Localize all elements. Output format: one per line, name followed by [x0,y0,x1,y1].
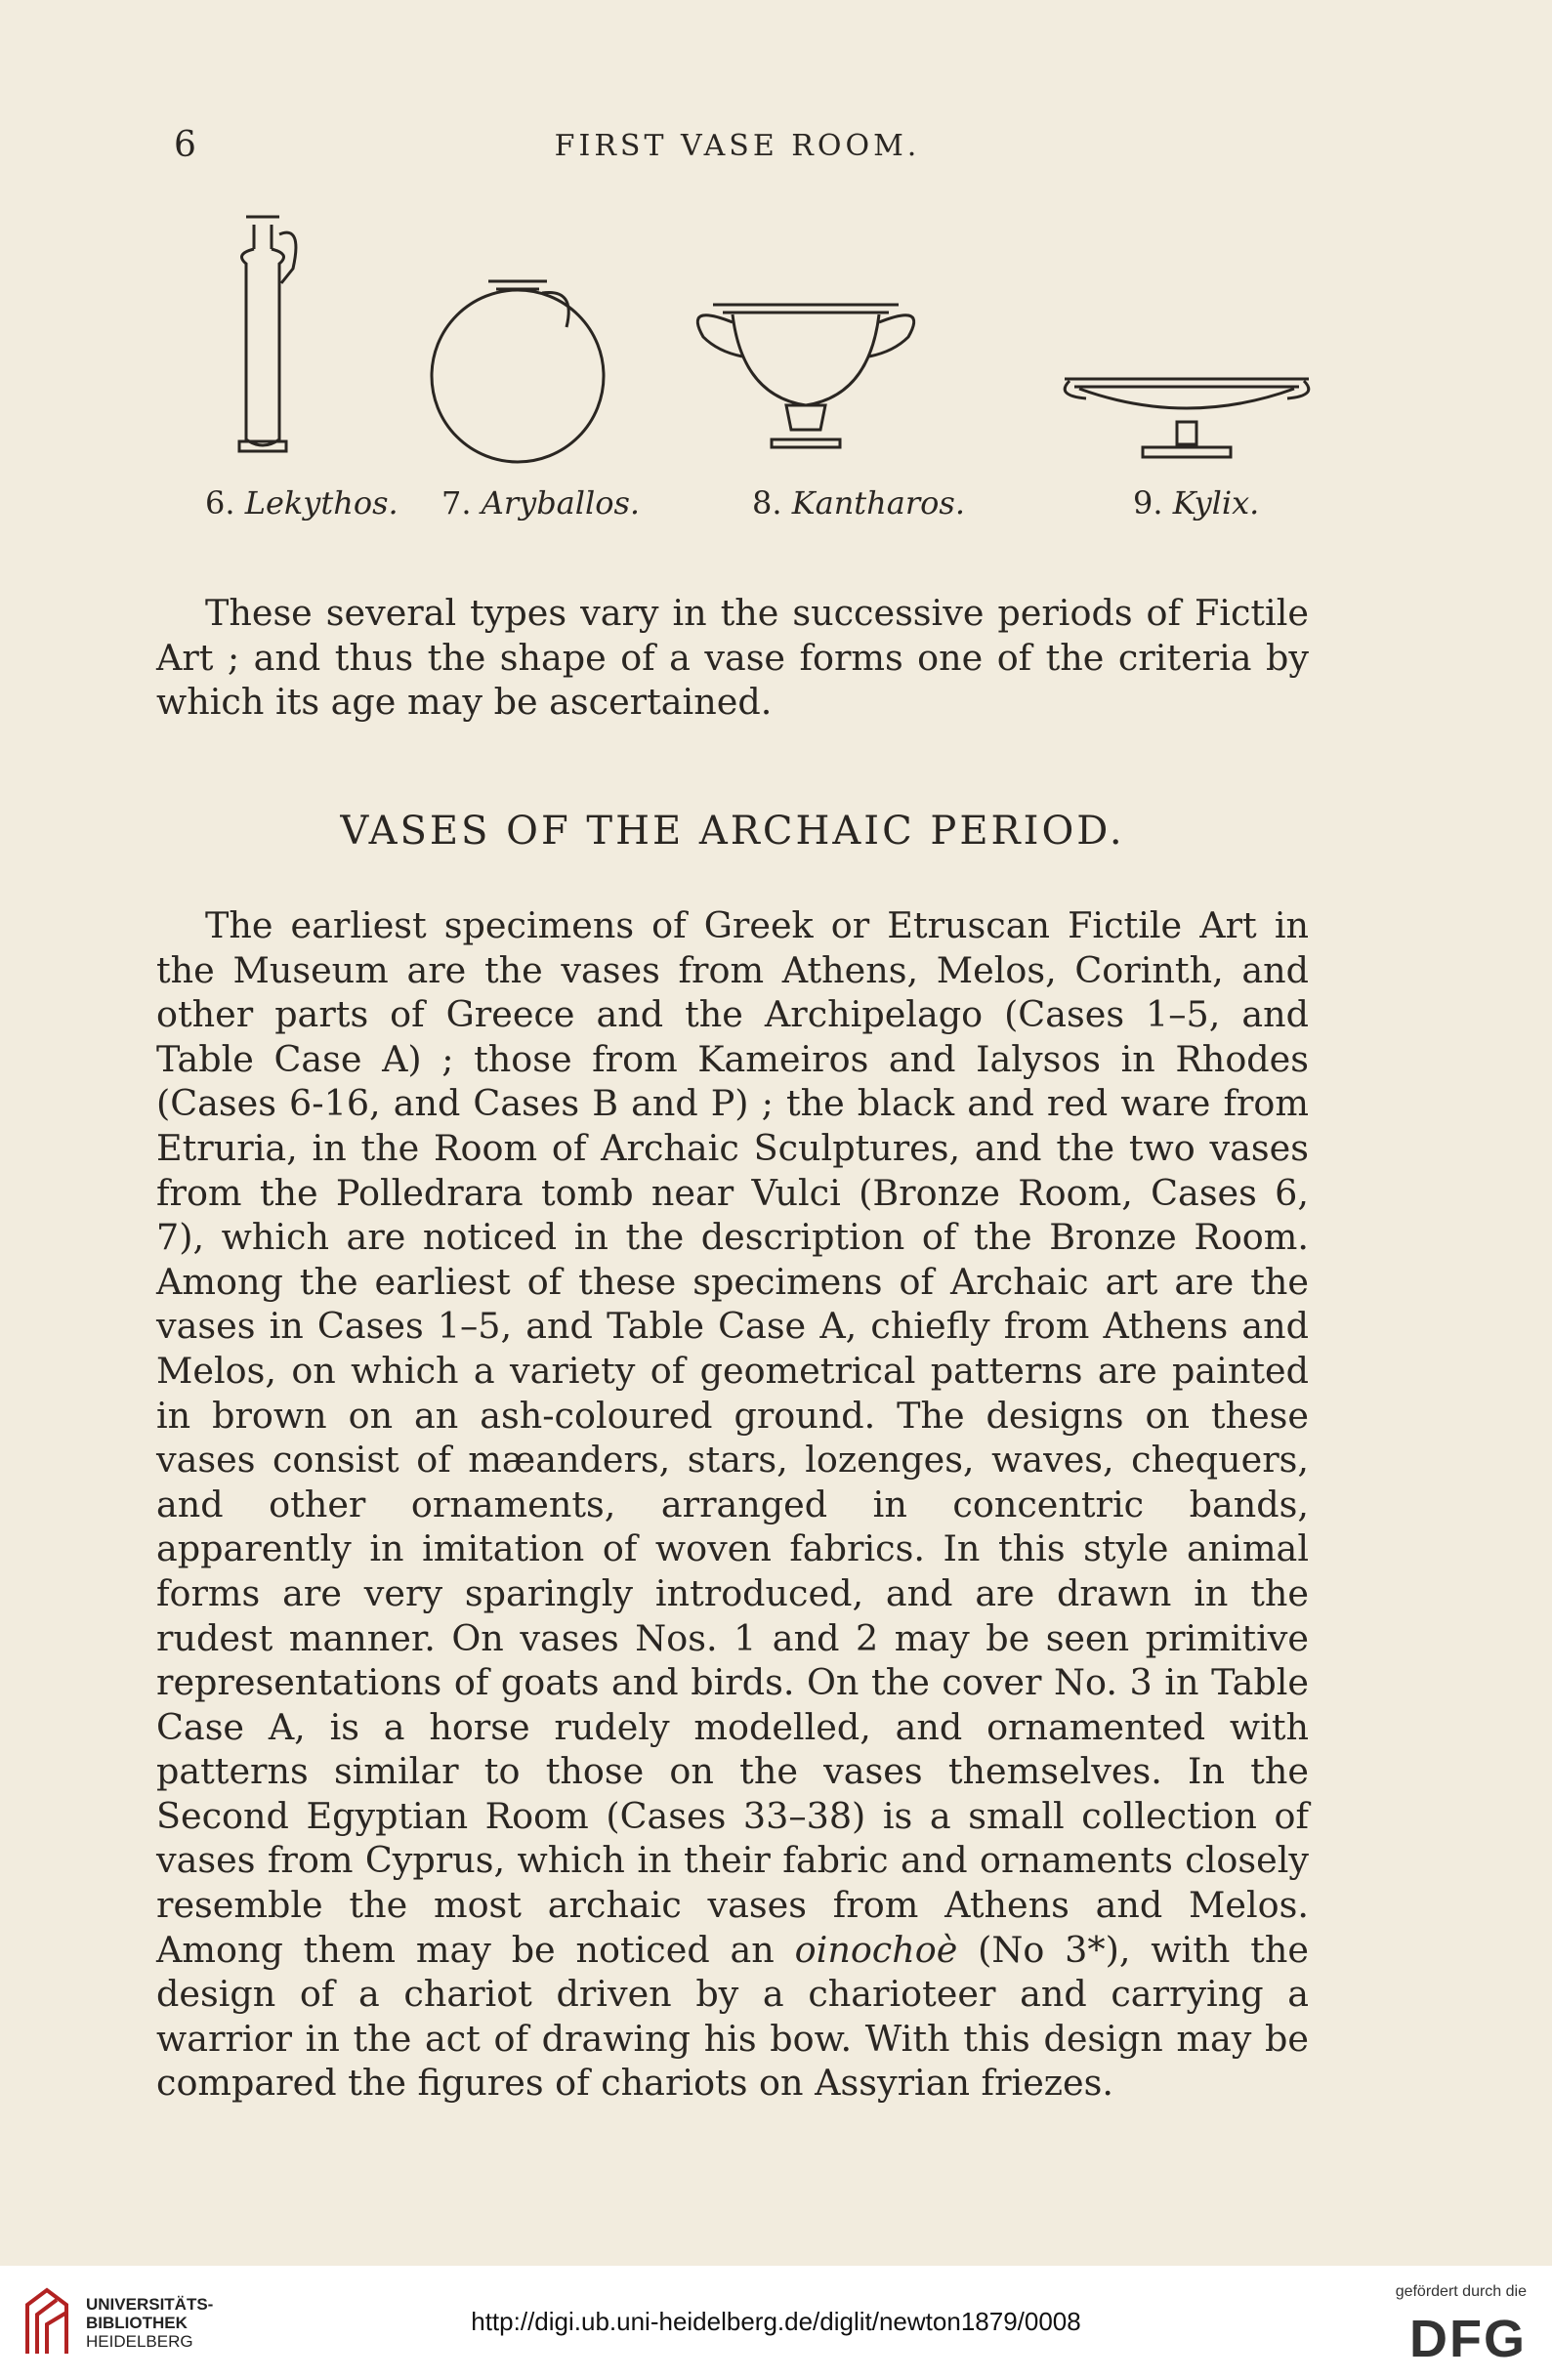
section-heading: VASES OF THE ARCHAIC PERIOD. [340,809,1125,854]
caption-number: 8. [752,484,782,522]
digitization-footer [0,2266,1552,2380]
caption-number: 9. [1133,484,1163,522]
caption-name: Kylix. [1172,484,1260,522]
caption-number: 7. [441,484,472,522]
intro-text: These several types vary in the successive periods of Fictile Art ; and thus the shape of a vase forms one of the criteria by which its age may be ascertained. [156,592,1309,724]
caption-aryballos [441,484,640,522]
body-text-tail: (No 3*), with the design of a chariot driven by a charioteer and carrying a warrior in the act of drawing his bow. With this design may be compared the figures of chariots on Assyrian friezes. [156,1928,1309,2105]
vase-figure [156,195,1319,547]
dfg-logo: DFG [1409,2310,1527,2368]
body-text [156,903,1309,2106]
funded-by-label: gefördert durch die [1395,2283,1527,2300]
caption-number: 6. [205,484,235,522]
caption-name: Kantharos. [791,484,965,522]
lekythos-vase-icon [239,217,296,451]
caption-lekythos [205,484,398,522]
body-paragraph [156,903,1309,2106]
library-name-line1: UNIVERSITÄTS- [86,2295,214,2314]
kantharos-vase-icon [697,305,913,447]
intro-paragraph [156,591,1309,725]
body-italic-term: oinochoè [794,1928,958,1971]
caption-kantharos [752,484,965,522]
library-name-line3: HEIDELBERG [86,2332,193,2351]
library-name-line2: BIBLIOTHEK [86,2314,188,2332]
caption-name: Aryballos. [481,484,641,522]
caption-name: Lekythos. [244,484,398,522]
caption-kylix [1133,484,1259,522]
running-title: FIRST VASE ROOM. [554,129,921,163]
running-head [156,125,1319,174]
aryballos-vase-icon [432,281,604,462]
page-number: 6 [174,125,196,165]
body-text-main: The earliest specimens of Greek or Etruscan Fictile Art in the Museum are the vases from Athens, Melos, Corinth, and other parts of Greece and the Archipelago (Cases 1–5, and Table Case A) ; those from Kameiros and Ialysos in Rhodes (Cases 6-16, and Cases B and P) ; the black and red ware from Etruria, in the Room of Archaic Sculptures, and the two vases from the Polledrara tomb near Vulci (Bronze Room, Cases 6, 7), which are noticed in the description of the Bronze Room. Among the earliest of these specimens of Archaic art are the vases in Cases 1–5, and Table Case A, chiefly from Athens and Melos, on which a variety of geometrical patterns are painted in brown on an ash-coloured ground. The designs on these vases consist of mæanders, stars, lozenges, waves, chequers, and other ornaments, arranged in concentric bands, apparently in imitation of woven fabrics. In this style animal forms are very sparingly introduced, and are drawn in the rudest manner. On vases Nos. 1 and 2 may be seen primitive representations of goats and birds. On the cover No. 3 in Table Case A, is a horse rudely modelled, and ornamented with patterns similar to those on the vases themselves. In the Second Egyptian Room (Cases 33–38) is a small collection of vases from Cyprus, which in their fabric and ornaments closely resemble the most archaic vases from Athens and Melos. Among them may be noticed an [156,904,1309,1971]
vase-drawings [156,195,1319,488]
source-url-link[interactable]: http://digi.ub.uni-heidelberg.de/diglit/newton1879/0008 [471,2307,1081,2336]
kylix-vase-icon [1065,379,1309,457]
